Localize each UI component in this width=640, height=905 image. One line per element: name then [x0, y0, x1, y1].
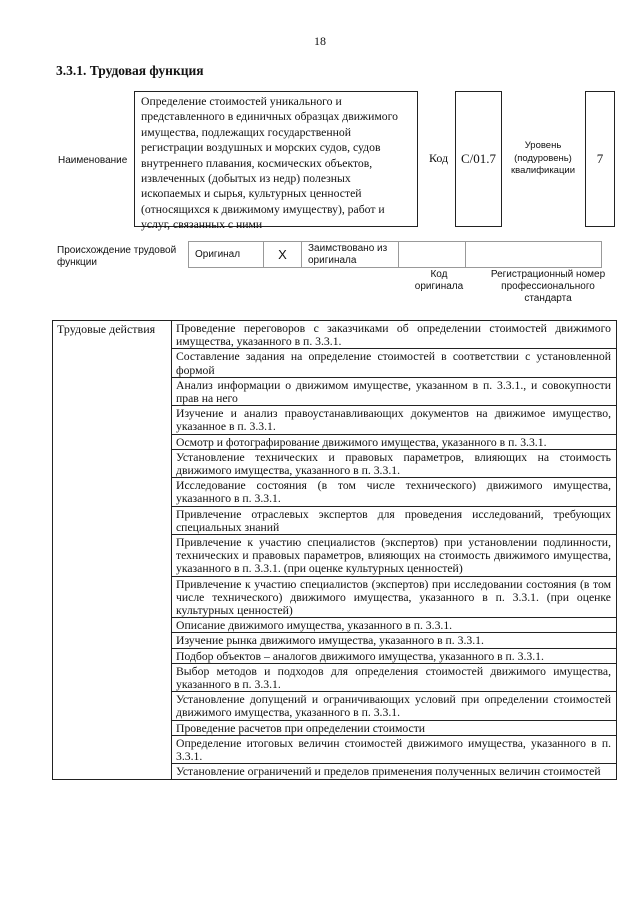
- function-name-box: Определение стоимостей уникального и представленного в единичных образцах движимого имущества, подлежащих государственной регистрации воздушных и морских судов, судов внутреннего плавания, космических объектов, извлеченных (добытых из недр) полезных ископаемых и сырья, культурных ценностей (относящихся к движимому имуществу), работ и услуг, связанных с ними: [134, 91, 418, 227]
- code-value-box: C/01.7: [455, 91, 502, 227]
- labor-action-item: Привлечение к участию специалистов (экспертов) при установлении подлинности, технических и правовых параметров, влияющих на стоимость движимого имущества, указанного в п. 3.3.1. (при оценке культурных ценностей): [172, 535, 617, 577]
- qualification-level-label: Уровень (подуровень) квалификации: [510, 140, 576, 176]
- labor-action-item: Установление ограничений и пределов применения полученных величин стоимостей: [172, 764, 617, 779]
- page-number: 18: [314, 34, 326, 48]
- labor-actions-label: Трудовые действия: [53, 321, 172, 780]
- code-label: Код: [429, 151, 449, 165]
- labor-action-item: Установление допущений и ограничивающих условий при определении стоимостей движимого имущества, указанного в п. 3.3.1.: [172, 692, 617, 720]
- labor-action-item: Составление задания на определение стоимостей в соответствии с установленной формой: [172, 349, 617, 377]
- borrowed-cell: Заимствовано из оригинала: [302, 242, 399, 268]
- section-heading: 3.3.1. Трудовая функция: [56, 63, 204, 78]
- original-cell: Оригинал: [189, 242, 264, 268]
- origin-table: [188, 241, 602, 268]
- labor-action-item: Исследование состояния (в том числе технического) движимого имущества, указанного в п. 3.3.1.: [172, 478, 617, 506]
- labor-action-item: Проведение расчетов при определении стоимости: [172, 720, 617, 735]
- labor-action-item: Описание движимого имущества, указанного в п. 3.3.1.: [172, 618, 617, 633]
- labor-action-item: Проведение переговоров с заказчиками об определении стоимостей движимого имущества, указанного в п. 3.3.1.: [172, 321, 617, 349]
- origin-label: Происхождение трудовой функции: [57, 245, 177, 268]
- labor-action-item: Привлечение к участию специалистов (экспертов) при исследовании состояния (в том числе технического) движимого имущества, указанного в п. 3.3.1. (при оценке культурных ценностей): [172, 576, 617, 618]
- qualification-level-box: 7: [585, 91, 615, 227]
- labor-action-item: Осмотр и фотографирование движимого имущества, указанного в п. 3.3.1.: [172, 434, 617, 449]
- labor-action-item: Подбор объектов – аналогов движимого имущества, указанного в п. 3.3.1.: [172, 648, 617, 663]
- labor-action-item: Анализ информации о движимом имуществе, указанном в п. 3.3.1., и совокупности прав на него: [172, 377, 617, 405]
- labor-action-item: Привлечение отраслевых экспертов для проведения исследований, требующих специальных знаний: [172, 506, 617, 534]
- labor-action-item: Изучение рынка движимого имущества, указанного в п. 3.3.1.: [172, 633, 617, 648]
- labor-action-item: Определение итоговых величин стоимостей движимого имущества, указанного в п. 3.3.1.: [172, 735, 617, 763]
- labor-action-item: Выбор методов и подходов для определения стоимостей движимого имущества, указанного в п. 3.3.1.: [172, 663, 617, 691]
- original-mark-cell: X: [264, 242, 302, 268]
- labor-action-item: Установление технических и правовых параметров, влияющих на стоимость движимого имущества, указанного в п. 3.3.1.: [172, 449, 617, 477]
- original-code-caption: Код оригинала: [414, 269, 464, 292]
- registration-number-caption: Регистрационный номер профессионального стандарта: [490, 269, 606, 304]
- name-label: Наименование: [58, 155, 128, 166]
- labor-actions-table: [52, 320, 617, 780]
- table-row: [53, 321, 617, 349]
- registration-number-cell: [466, 242, 602, 268]
- original-code-cell: [399, 242, 466, 268]
- labor-action-item: Изучение и анализ правоустанавливающих документов на движимое имущество, указанное в п. 3.3.1.: [172, 406, 617, 434]
